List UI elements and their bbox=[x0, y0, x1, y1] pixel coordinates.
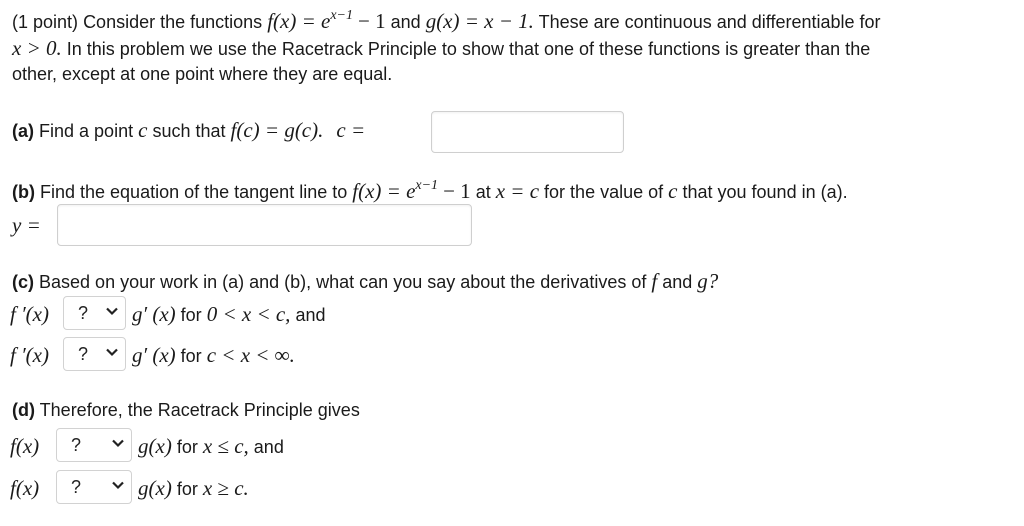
and-text: and bbox=[253, 437, 284, 457]
part-a bbox=[12, 118, 365, 143]
at-text: at bbox=[475, 182, 491, 202]
g-label: g(x) bbox=[138, 476, 172, 500]
c-symbol: c bbox=[138, 118, 148, 142]
part-d bbox=[12, 400, 360, 421]
g-symbol: g? bbox=[697, 269, 719, 293]
y-equals-text: y = bbox=[12, 213, 41, 237]
derivative-row-2-tail bbox=[132, 343, 295, 368]
function-compare-select-1[interactable] bbox=[56, 428, 132, 462]
and-text: and bbox=[295, 305, 326, 325]
c-symbol: c bbox=[668, 179, 678, 203]
part-d-label: (d) bbox=[12, 400, 35, 420]
function-row-1-tail bbox=[138, 434, 284, 459]
part-b bbox=[12, 178, 848, 204]
f-definition-tail: − 1 bbox=[443, 179, 471, 203]
domain-condition: x > 0. bbox=[12, 36, 62, 60]
interval-text: x ≤ c, bbox=[202, 434, 249, 458]
part-b-text-3: that you found in (a). bbox=[682, 182, 848, 202]
y-equals-label bbox=[12, 213, 41, 238]
intro-text-4: other, except at one point where they are equal. bbox=[12, 64, 393, 84]
interval-text: 0 < x < c, bbox=[206, 302, 291, 326]
part-b-text-2: for the value of bbox=[544, 182, 664, 202]
select-value: ? bbox=[78, 303, 89, 323]
f-label: f(x) bbox=[10, 476, 40, 500]
and-text: and bbox=[390, 12, 421, 32]
intro-line-2 bbox=[12, 36, 870, 61]
f-definition: f(x) = e bbox=[352, 179, 416, 203]
select-value: ? bbox=[71, 435, 82, 455]
f-prime-label: f ′(x) bbox=[10, 343, 49, 367]
intro-text: Consider the functions bbox=[83, 12, 263, 32]
g-prime-label: g′ (x) bbox=[132, 343, 176, 367]
function-row-2 bbox=[10, 476, 39, 501]
part-a-text-2: such that bbox=[152, 121, 226, 141]
function-row-1 bbox=[10, 434, 39, 459]
interval-text: c < x < ∞. bbox=[206, 343, 295, 367]
points-label: (1 point) bbox=[12, 12, 79, 32]
f-exponent: x−1 bbox=[415, 178, 439, 193]
intro-text-2: These are continuous and differentiable for bbox=[538, 12, 881, 32]
g-label: g(x) bbox=[138, 434, 172, 458]
for-text: for bbox=[176, 479, 198, 499]
part-a-label: (a) bbox=[12, 121, 34, 141]
part-d-text: Therefore, the Racetrack Principle gives bbox=[39, 400, 360, 420]
c-equals-label: c = bbox=[336, 118, 366, 142]
for-text: for bbox=[180, 305, 202, 325]
f-definition: f(x) = e bbox=[267, 9, 331, 33]
and-text: and bbox=[662, 272, 693, 292]
g-definition: g(x) = x − 1. bbox=[425, 9, 534, 33]
part-c-text: Based on your work in (a) and (b), what can you say about the derivatives of bbox=[39, 272, 647, 292]
select-value: ? bbox=[78, 344, 89, 364]
tangent-line-input[interactable] bbox=[57, 204, 472, 246]
for-text: for bbox=[180, 346, 202, 366]
for-text: for bbox=[176, 437, 198, 457]
function-compare-select-2[interactable] bbox=[56, 470, 132, 504]
part-c-label: (c) bbox=[12, 272, 34, 292]
f-symbol: f bbox=[651, 269, 658, 293]
part-a-text: Find a point bbox=[39, 121, 134, 141]
select-value: ? bbox=[71, 477, 82, 497]
f-definition-tail: − 1 bbox=[358, 9, 386, 33]
f-label: f(x) bbox=[10, 434, 40, 458]
chevron-down-icon bbox=[105, 345, 119, 359]
derivative-compare-select-1[interactable] bbox=[63, 296, 126, 330]
intro-line-1 bbox=[12, 8, 881, 34]
part-b-label: (b) bbox=[12, 182, 35, 202]
derivative-row-2 bbox=[10, 343, 49, 368]
interval-text: x ≥ c. bbox=[202, 476, 249, 500]
intro-line-3 bbox=[12, 64, 392, 85]
f-exponent: x−1 bbox=[330, 8, 353, 23]
g-prime-label: g′ (x) bbox=[132, 302, 176, 326]
c-answer-input[interactable] bbox=[431, 111, 624, 153]
chevron-down-icon bbox=[111, 436, 125, 450]
equality-expression: f(c) = g(c). bbox=[230, 118, 324, 142]
derivative-compare-select-2[interactable] bbox=[63, 337, 126, 371]
derivative-row-1-tail bbox=[132, 302, 326, 327]
intro-text-3: In this problem we use the Racetrack Principle to show that one of these functions is greater than the bbox=[66, 39, 871, 59]
function-row-2-tail bbox=[138, 476, 249, 501]
part-b-text: Find the equation of the tangent line to bbox=[40, 182, 348, 202]
f-prime-label: f ′(x) bbox=[10, 302, 49, 326]
derivative-row-1 bbox=[10, 302, 49, 327]
part-c bbox=[12, 269, 718, 294]
chevron-down-icon bbox=[105, 304, 119, 318]
chevron-down-icon bbox=[111, 478, 125, 492]
x-equals-c: x = c bbox=[495, 179, 540, 203]
